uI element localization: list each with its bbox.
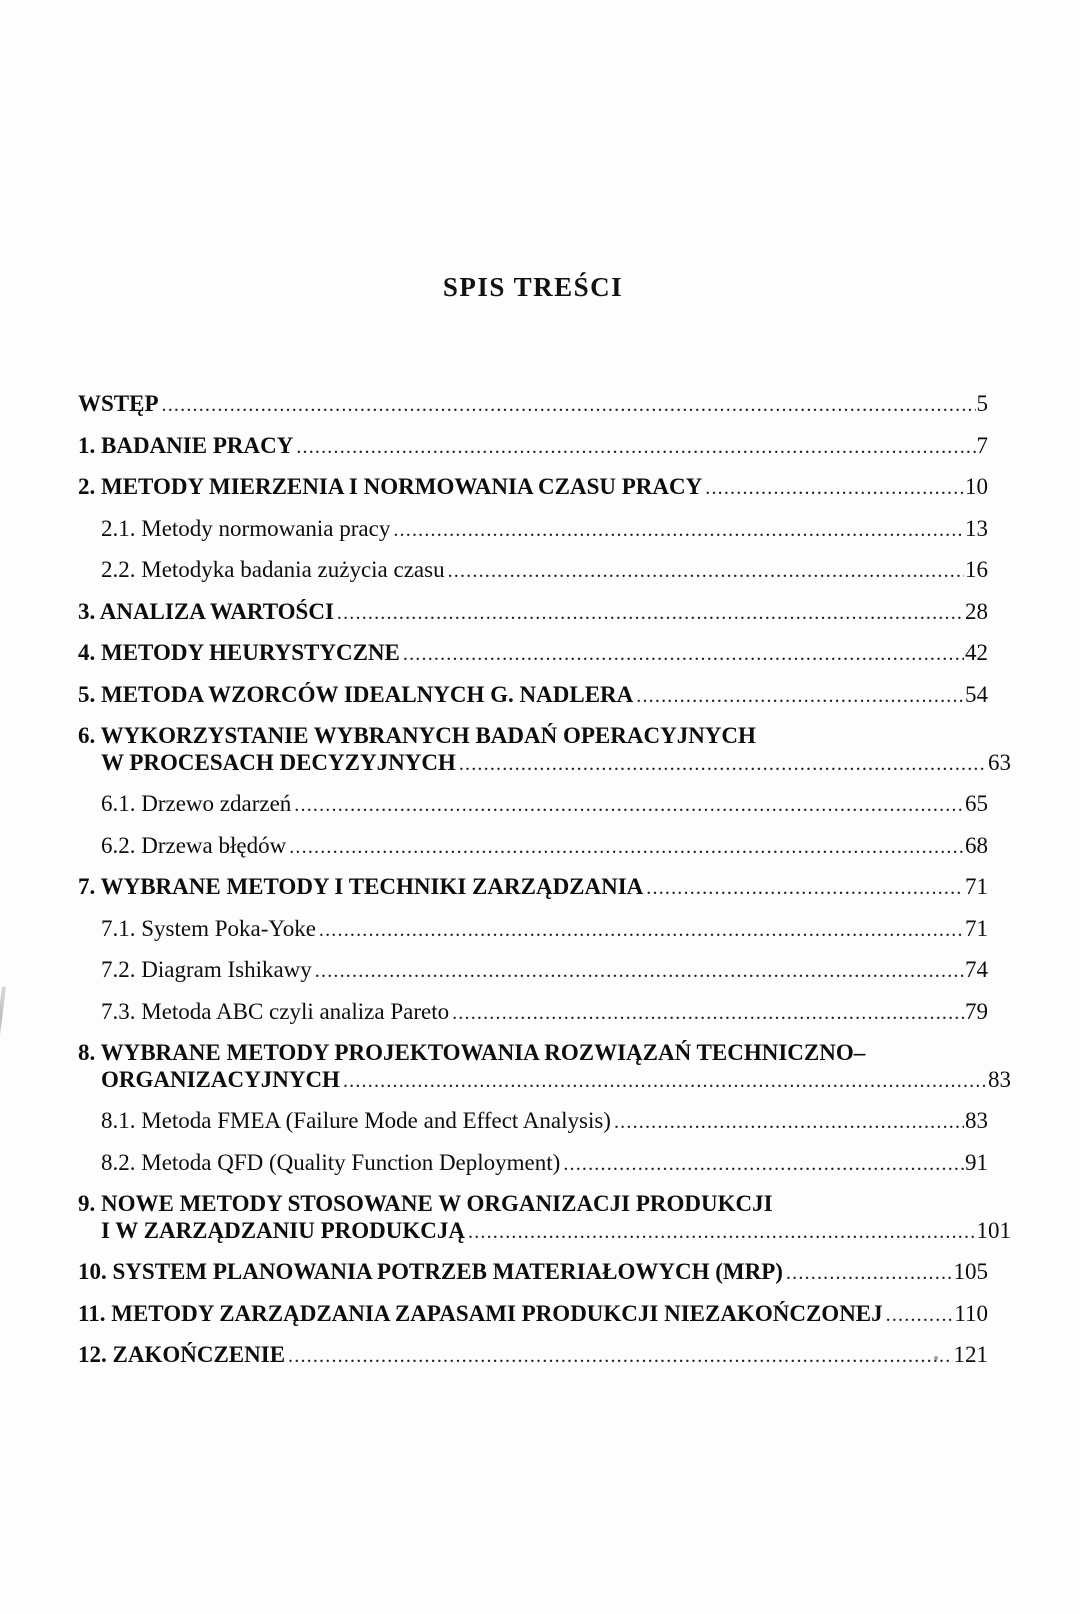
toc-entry-title: 7.2. Diagram Ishikawy	[101, 957, 312, 982]
toc-entry-title: 12. ZAKOŃCZENIE	[78, 1342, 286, 1367]
scan-artifact-speck	[934, 1356, 938, 1360]
dot-leader	[563, 1151, 964, 1178]
toc-entry	[78, 999, 988, 1027]
dot-leader	[614, 1109, 964, 1136]
toc-entry-title: 10. SYSTEM PLANOWANIA POTRZEB MATERIAŁOWYCH (MRP)	[78, 1259, 783, 1284]
toc-list	[78, 391, 1011, 1370]
dot-leader	[636, 683, 964, 710]
dot-leader	[468, 1219, 976, 1246]
dot-leader	[289, 834, 964, 861]
toc-entry	[78, 916, 988, 944]
toc-entry	[78, 1150, 988, 1178]
page-number: 74	[965, 957, 988, 982]
toc-entry	[78, 833, 988, 861]
toc-entry-title: 2.1. Metody normowania pracy	[101, 515, 391, 541]
toc-entry-title: 2.2. Metodyka badania zużycia czasu	[101, 557, 445, 582]
dot-leader	[448, 558, 964, 585]
toc-entry-title-line: 9. NOWE METODY STOSOWANE W ORGANIZACJI PRODUKCJI	[78, 1191, 773, 1216]
toc-entry	[78, 1108, 988, 1136]
dot-leader	[315, 958, 964, 985]
toc-entry-title: 5. METODA WZORCÓW IDEALNYCH G. NADLERA	[78, 681, 634, 707]
toc-entry-title: 3. ANALIZA WARTOŚCI	[78, 598, 334, 624]
toc-entry-title: I W ZARZĄDZANIU PRODUKCJĄ	[101, 1217, 465, 1243]
page-number: 42	[965, 640, 988, 665]
page-number: 79	[965, 998, 988, 1024]
toc-entry	[78, 1040, 1011, 1094]
dot-leader	[403, 641, 964, 668]
toc-entry	[78, 516, 988, 544]
toc-entry	[78, 433, 988, 461]
dot-leader	[705, 475, 964, 502]
toc-entry-title: 7.3. Metoda ABC czyli analiza Pareto	[101, 998, 450, 1024]
dot-leader	[319, 917, 964, 944]
page-number: 7	[976, 432, 988, 458]
toc-entry	[78, 791, 988, 819]
page-number: 54	[965, 681, 988, 707]
dot-leader	[886, 1302, 954, 1329]
page-number: 110	[954, 1300, 988, 1326]
page-number: 5	[976, 391, 988, 416]
dot-leader	[459, 751, 987, 778]
toc-entry-title: 1. BADANIE PRACY	[78, 432, 294, 458]
toc-entry-title: 11. METODY ZARZĄDZANIA ZAPASAMI PRODUKCJI NIEZAKOŃCZONEJ	[78, 1300, 883, 1326]
toc-entry	[78, 1342, 988, 1370]
toc-entry-title-line: 6. WYKORZYSTANIE WYBRANYCH BADAŃ OPERACYJNYCH	[78, 723, 756, 748]
page-number: 71	[965, 874, 988, 899]
dot-leader	[337, 600, 964, 627]
page-number: 13	[965, 515, 988, 541]
toc-entry-title: WSTĘP	[78, 391, 159, 416]
dot-leader	[288, 1343, 952, 1370]
toc-entry	[78, 1191, 1011, 1245]
toc-entry-title: 7.1. System Poka-Yoke	[101, 915, 316, 941]
toc-content	[78, 0, 1011, 1384]
page-number: 28	[965, 598, 988, 624]
toc-entry	[78, 391, 988, 419]
toc-entry	[78, 874, 988, 902]
page-number: 71	[965, 915, 988, 941]
toc-entry	[78, 640, 988, 668]
page-number: 91	[965, 1149, 988, 1175]
toc-entry	[78, 682, 988, 710]
dot-leader	[296, 434, 975, 461]
toc-entry-title: W PROCESACH DECYZYJNYCH	[101, 749, 456, 775]
page-title: SPIS TREŚCI	[442, 272, 624, 302]
toc-entry-title: ORGANIZACYJNYCH	[101, 1066, 340, 1092]
toc-entry-title-line: 8. WYBRANE METODY PROJEKTOWANIA ROZWIĄZAŃ TECHNICZNO–	[78, 1040, 866, 1065]
dot-leader	[646, 875, 964, 902]
page-number: 63	[988, 749, 1011, 775]
toc-entry-title: 7. WYBRANE METODY I TECHNIKI ZARZĄDZANIA	[78, 874, 644, 899]
page-number: 121	[953, 1342, 988, 1367]
toc-entry	[78, 1259, 988, 1287]
toc-entry	[78, 557, 988, 585]
page-number: 105	[953, 1259, 988, 1284]
toc-entry	[78, 1301, 988, 1329]
scan-artifact-streak	[0, 986, 6, 1052]
toc-entry	[78, 474, 988, 502]
dot-leader	[162, 392, 976, 419]
toc-entry-title: 8.2. Metoda QFD (Quality Function Deployment)	[101, 1149, 561, 1175]
page-number: 65	[965, 791, 988, 816]
page-number: 83	[988, 1066, 1011, 1092]
dot-leader	[294, 792, 964, 819]
toc-entry	[78, 723, 1011, 777]
toc-entry	[78, 599, 988, 627]
toc-entry-title: 6.2. Drzewa błędów	[101, 832, 287, 858]
page-number: 16	[965, 557, 988, 582]
page-number: 83	[965, 1108, 988, 1133]
toc-entry-title: 4. METODY HEURYSTYCZNE	[78, 640, 400, 665]
dot-leader	[393, 517, 964, 544]
toc-entry-title: 2. METODY MIERZENIA I NORMOWANIA CZASU PRACY	[78, 474, 703, 499]
page-number: 10	[965, 474, 988, 499]
toc-entry	[78, 957, 988, 985]
page-number: 101	[976, 1217, 1011, 1243]
page-number: 68	[965, 832, 988, 858]
dot-leader	[343, 1068, 987, 1095]
toc-entry-title: 6.1. Drzewo zdarzeń	[101, 791, 292, 816]
dot-leader	[452, 1000, 964, 1027]
toc-entry-title: 8.1. Metoda FMEA (Failure Mode and Effect Analysis)	[101, 1108, 611, 1133]
dot-leader	[786, 1260, 953, 1287]
